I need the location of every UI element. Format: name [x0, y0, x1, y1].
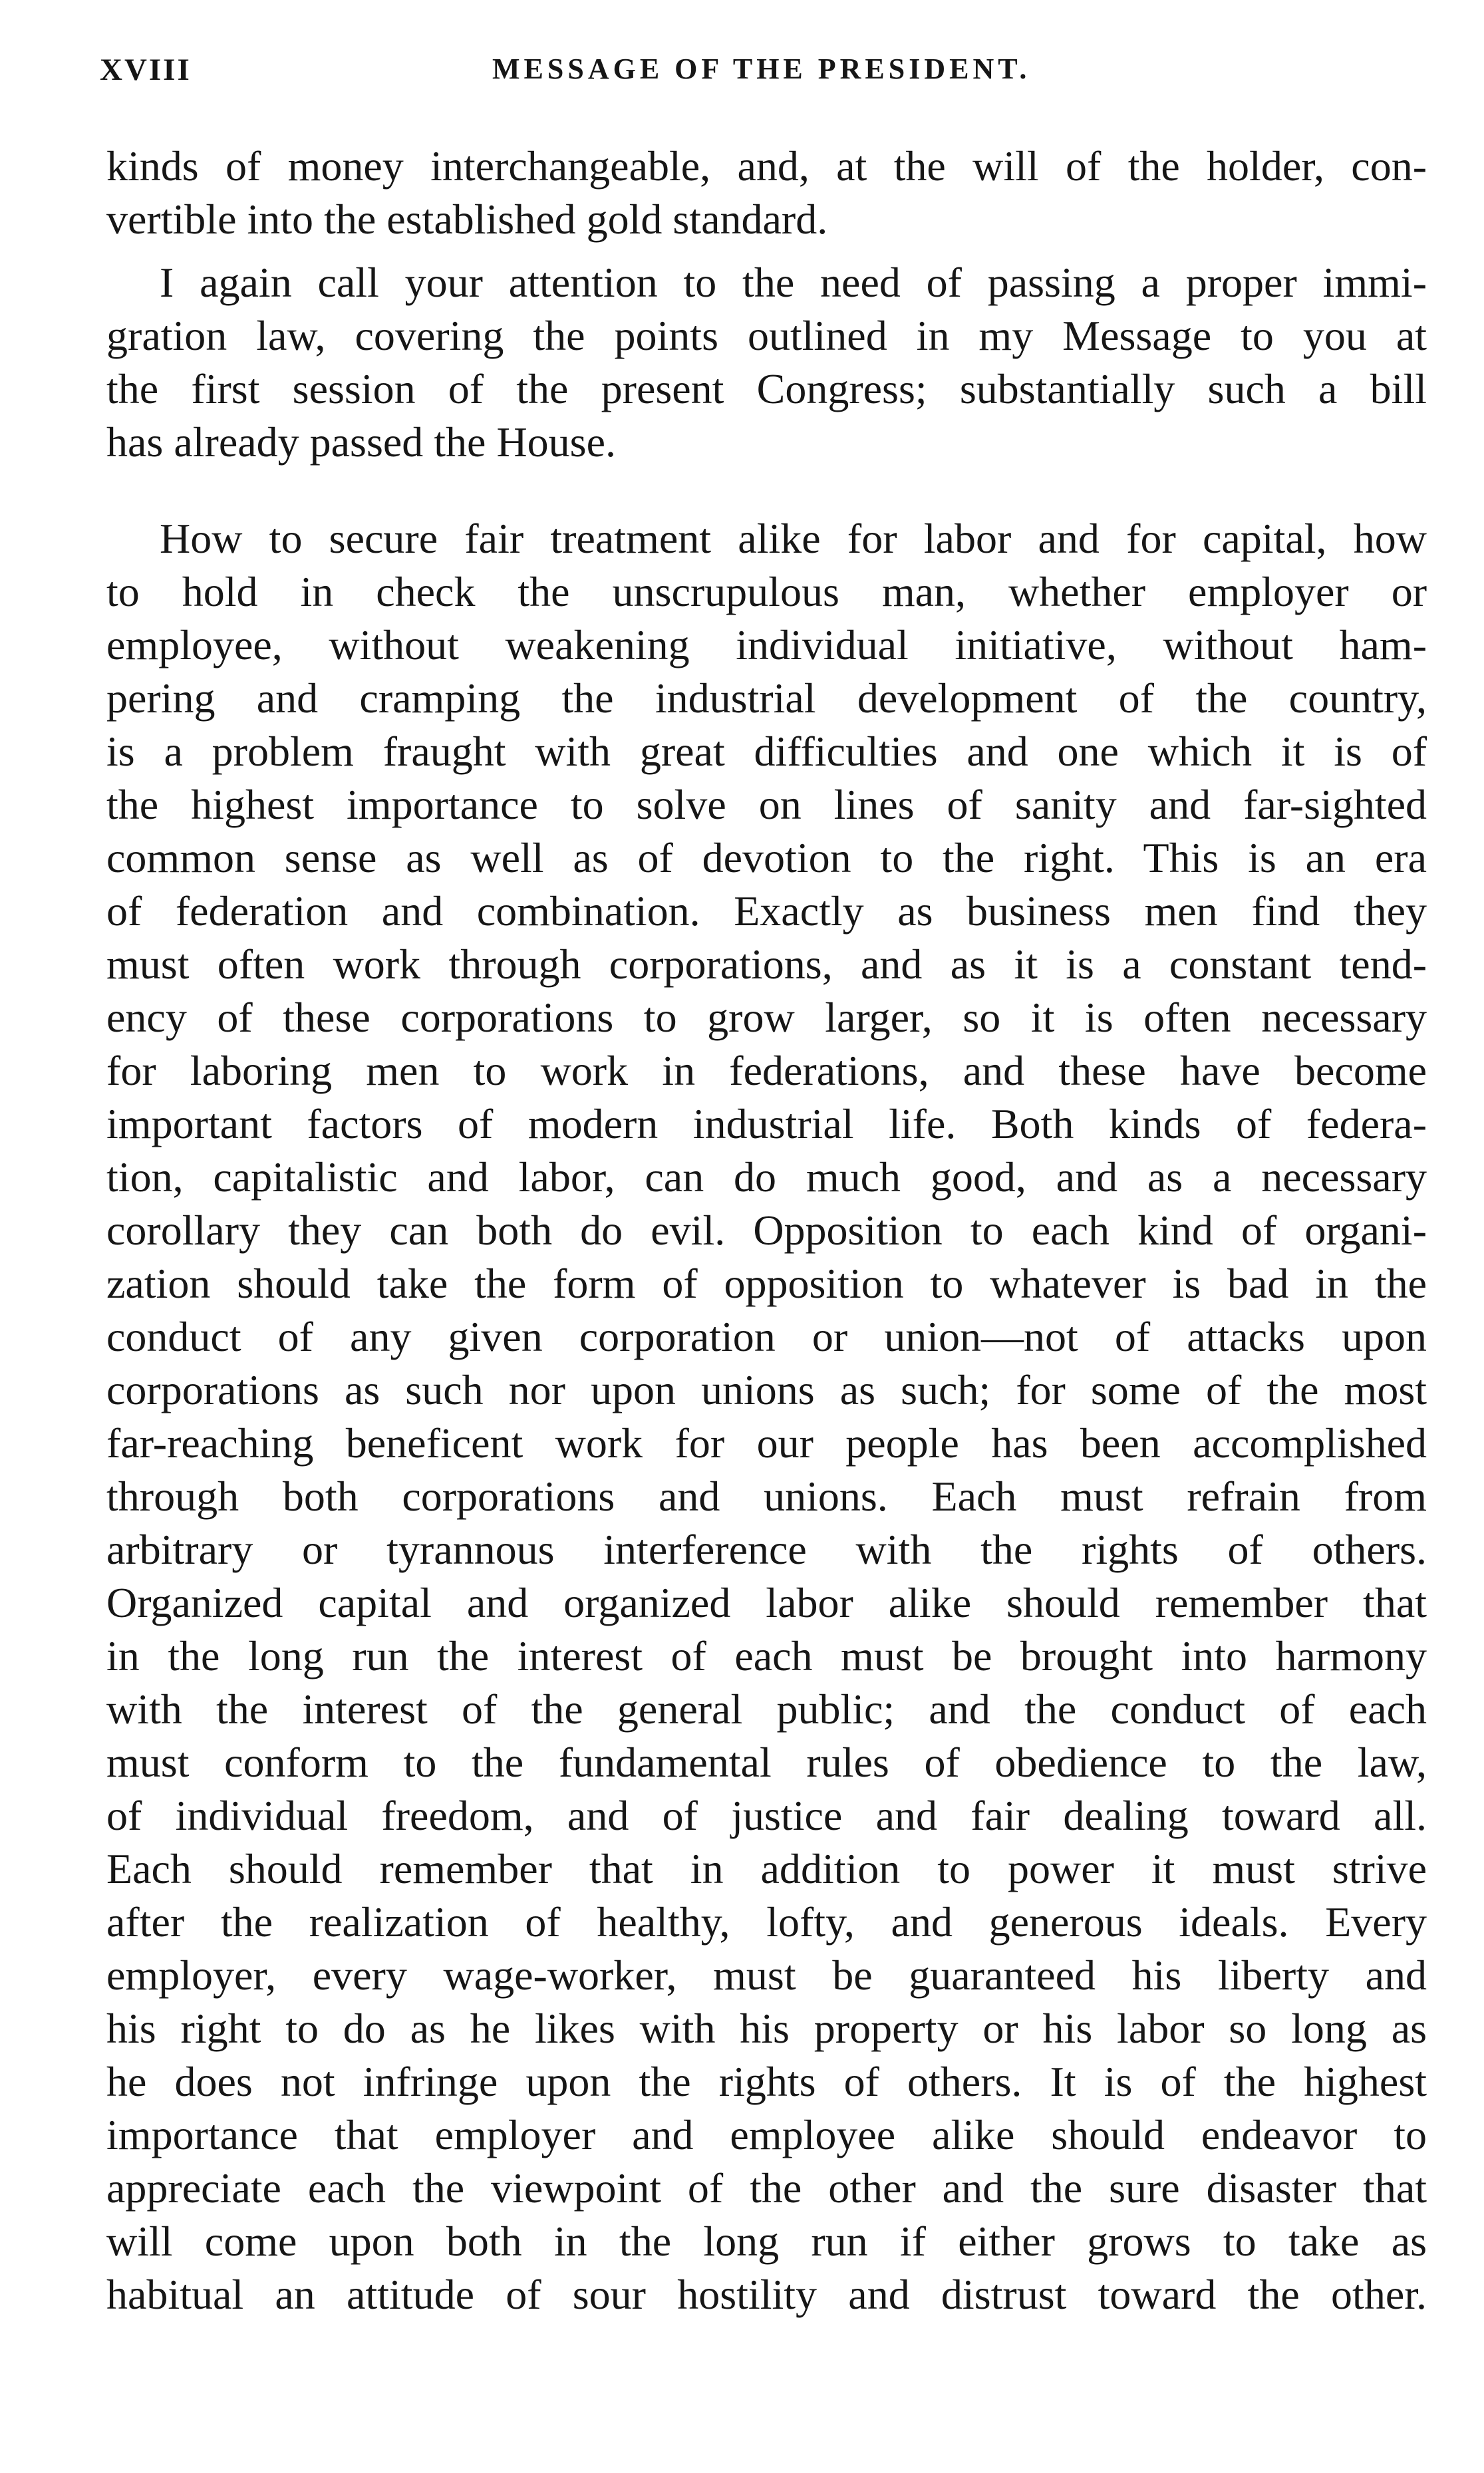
text-line: corporations as such nor upon unions as such; for some of the most [106, 1366, 1427, 1413]
text-line: of individual freedom, and of justice and fair dealing toward all. [106, 1792, 1427, 1839]
text-line: habitual an attitude of sour hostility and distrust toward the other. [106, 2271, 1427, 2318]
text-line: the first session of the present Congress; substantially such a bill [106, 365, 1427, 412]
text-line: How to secure fair treatment alike for labor and for capital, how [160, 515, 1427, 562]
running-title: MESSAGE OF THE PRESIDENT. [492, 53, 1031, 85]
text-line: gration law, covering the points outlined in my Message to you at [106, 312, 1427, 359]
text-line: corollary they can both do evil. Opposition to each kind of organi- [106, 1207, 1427, 1254]
text-line: after the realization of healthy, lofty, and generous ideals. Every [106, 1898, 1427, 1946]
text-line: importance that employer and employee alike should endeavor to [106, 2111, 1427, 2158]
text-line: tion, capitalistic and labor, can do much good, and as a necessary [106, 1153, 1427, 1201]
paragraph-labor-and-capital [106, 512, 1427, 2321]
text-line: important factors of modern industrial life. Both kinds of federa- [106, 1100, 1427, 1147]
page-number: XVIII [100, 53, 192, 87]
text-line: to hold in check the unscrupulous man, whether employer or [106, 568, 1427, 615]
text-line: vertible into the established gold standard. [106, 196, 828, 243]
text-line: must conform to the fundamental rules of obedience to the law, [106, 1739, 1427, 1786]
text-line: kinds of money interchangeable, and, at the will of the holder, con- [106, 142, 1427, 190]
text-line: zation should take the form of opposition to whatever is bad in the [106, 1260, 1427, 1307]
text-line: I again call your attention to the need of passing a proper immi- [160, 259, 1427, 306]
text-line: arbitrary or tyrannous interference with the rights of others. [106, 1526, 1427, 1573]
text-line: pering and cramping the industrial development of the country, [106, 674, 1427, 722]
text-line: of federation and combination. Exactly as business men find they [106, 887, 1427, 935]
text-line: is a problem fraught with great difficulties and one which it is of [106, 728, 1427, 775]
text-line: Each should remember that in addition to power it must strive [106, 1845, 1427, 1892]
text-line: will come upon both in the long run if either grows to take as [106, 2218, 1427, 2265]
text-line: must often work through corporations, and as it is a constant tend- [106, 941, 1427, 988]
paragraph-immigration [106, 256, 1427, 469]
text-line: ency of these corporations to grow larger, so it is often necessary [106, 994, 1427, 1041]
text-line: Organized capital and organized labor alike should remember that [106, 1579, 1427, 1626]
text-line: through both corporations and unions. Each must refrain from [106, 1473, 1427, 1520]
text-line: employer, every wage-worker, must be guaranteed his liberty and [106, 1952, 1427, 1999]
text-line: the highest importance to solve on lines of sanity and far-sighted [106, 781, 1427, 828]
text-line: with the interest of the general public; and the conduct of each [106, 1685, 1427, 1733]
text-line: has already passed the House. [106, 418, 616, 466]
text-line: his right to do as he likes with his property or his labor so long as [106, 2005, 1427, 2052]
text-line: conduct of any given corporation or union—not of attacks upon [106, 1313, 1427, 1360]
text-line: far-reaching beneficent work for our people has been accomplished [106, 1419, 1427, 1467]
text-line: appreciate each the viewpoint of the other and the sure disaster that [106, 2164, 1427, 2212]
text-line: he does not infringe upon the rights of others. It is of the highest [106, 2058, 1427, 2105]
paragraph-gold-standard [106, 140, 1427, 246]
running-head [100, 52, 1420, 98]
text-line: in the long run the interest of each must be brought into harmony [106, 1632, 1427, 1679]
text-line: employee, without weakening individual initiative, without ham- [106, 621, 1427, 668]
text-line: common sense as well as of devotion to the right. This is an era [106, 834, 1427, 881]
text-line: for laboring men to work in federations, and these have become [106, 1047, 1427, 1094]
